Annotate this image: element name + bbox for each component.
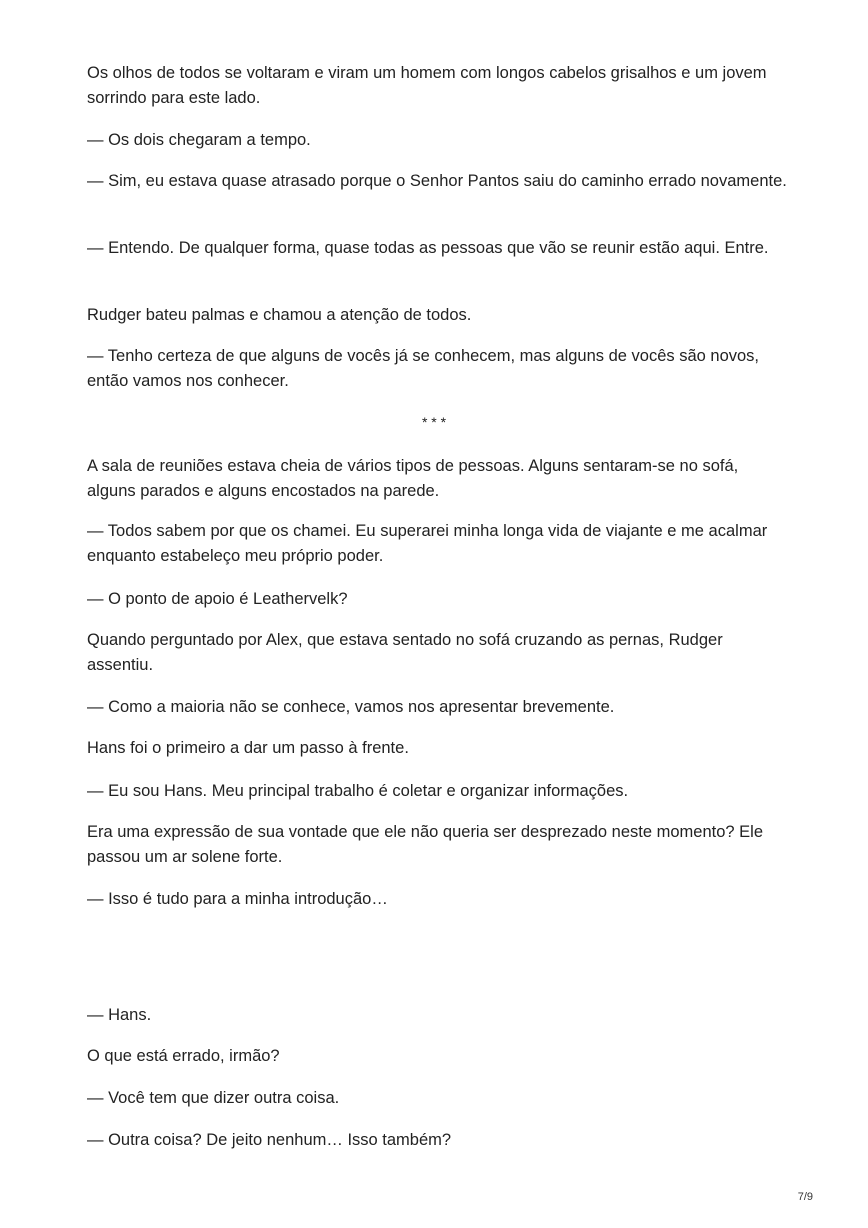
paragraph: Era uma expressão de sua vontade que ele não queria ser desprezado neste momento? Ele passou um ar solene forte. bbox=[87, 823, 764, 866]
page-number: 7/9 bbox=[797, 1191, 813, 1203]
paragraph: Hans foi o primeiro a dar um passo à frente. bbox=[87, 739, 409, 757]
paragraph: — Todos sabem por que os chamei. Eu superarei minha longa vida de viajante e me acalmar enquanto estabeleço meu próprio poder. bbox=[87, 522, 768, 565]
paragraph: — Hans. bbox=[87, 1006, 152, 1024]
paragraph: — Tenho certeza de que alguns de vocês já se conhecem, mas alguns de vocês são novos, então vamos nos conhecer. bbox=[87, 347, 760, 390]
section-separator: * * * bbox=[421, 414, 447, 430]
paragraph: — Sim, eu estava quase atrasado porque o Senhor Pantos saiu do caminho errado novamente. bbox=[87, 172, 787, 190]
paragraph: A sala de reuniões estava cheia de vários tipos de pessoas. Alguns sentaram-se no sofá, alguns parados e alguns encostados na parede. bbox=[87, 457, 739, 500]
paragraph: — Outra coisa? De jeito nenhum… Isso também? bbox=[87, 1131, 452, 1149]
paragraph: O que está errado, irmão? bbox=[87, 1047, 280, 1065]
paragraph: — Isso é tudo para a minha introdução… bbox=[87, 890, 388, 908]
paragraph: — Entendo. De qualquer forma, quase todas as pessoas que vão se reunir estão aqui. Entre. bbox=[87, 239, 769, 257]
paragraph: Rudger bateu palmas e chamou a atenção de todos. bbox=[87, 306, 472, 324]
paragraph: — Você tem que dizer outra coisa. bbox=[87, 1089, 340, 1107]
paragraph: — Eu sou Hans. Meu principal trabalho é coletar e organizar informações. bbox=[87, 782, 629, 800]
paragraph: — Os dois chegaram a tempo. bbox=[87, 131, 311, 149]
paragraph: Quando perguntado por Alex, que estava sentado no sofá cruzando as pernas, Rudger assentiu. bbox=[87, 631, 723, 674]
paragraph: — O ponto de apoio é Leathervelk? bbox=[87, 590, 348, 608]
paragraph: Os olhos de todos se voltaram e viram um homem com longos cabelos grisalhos e um jovem sorrindo para este lado. bbox=[87, 64, 767, 107]
paragraph: — Como a maioria não se conhece, vamos nos apresentar brevemente. bbox=[87, 698, 615, 716]
